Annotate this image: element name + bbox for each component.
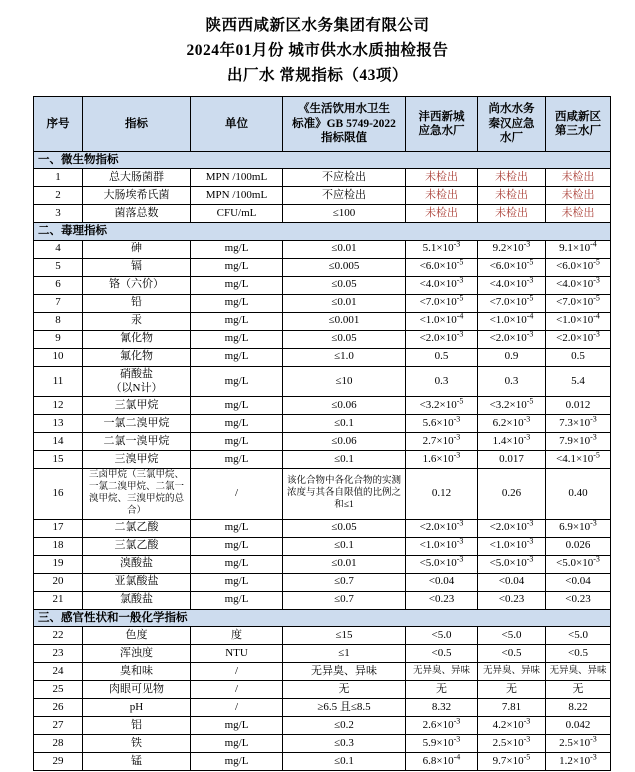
cell-unit: / bbox=[191, 699, 283, 717]
cell-unit: MPN /100mL bbox=[191, 187, 283, 205]
table-row bbox=[34, 258, 611, 276]
table-row bbox=[34, 537, 611, 555]
section-header: 二、毒理指标 bbox=[34, 223, 611, 240]
cell-value: $2.6\times 10^{-3}$ bbox=[406, 717, 478, 735]
table-row bbox=[34, 433, 611, 451]
table-row bbox=[34, 681, 611, 699]
cell-value: $<4.0\times 10^{-3}$ bbox=[546, 276, 611, 294]
section-header: 三、感官性状和一般化学指标 bbox=[34, 609, 611, 626]
cell-indicator: 三卤甲烷（三氯甲烷、一氯二溴甲烷、二氯一溴甲烷、三溴甲烷的总合） bbox=[83, 469, 191, 520]
cell-indicator: 铝 bbox=[83, 717, 191, 735]
cell-no: 14 bbox=[34, 433, 83, 451]
cell-value: 未检出 bbox=[406, 187, 478, 205]
cell-value: $4.2\times 10^{-3}$ bbox=[478, 717, 546, 735]
cell-value: $2.5\times 10^{-3}$ bbox=[546, 735, 611, 753]
table-row bbox=[34, 415, 611, 433]
cell-value: 未检出 bbox=[546, 187, 611, 205]
table-row bbox=[34, 330, 611, 348]
table-row bbox=[34, 663, 611, 681]
cell-value: $<6.0\times 10^{-5}$ bbox=[546, 258, 611, 276]
cell-limit: ≤0.01 bbox=[283, 294, 406, 312]
cell-value: <0.04 bbox=[406, 573, 478, 591]
cell-limit: ≤0.005 bbox=[283, 258, 406, 276]
cell-limit: ≤0.05 bbox=[283, 330, 406, 348]
cell-indicator: 氯酸盐 bbox=[83, 591, 191, 609]
cell-unit: / bbox=[191, 681, 283, 699]
cell-value: 0.012 bbox=[546, 397, 611, 415]
cell-value: 无异臭、异味 bbox=[406, 663, 478, 681]
cell-unit: mg/L bbox=[191, 240, 283, 258]
cell-no: 19 bbox=[34, 555, 83, 573]
cell-limit: ≤1 bbox=[283, 645, 406, 663]
section-header: 一、微生物指标 bbox=[34, 152, 611, 169]
cell-no: 1 bbox=[34, 169, 83, 187]
cell-limit: ≤10 bbox=[283, 366, 406, 397]
cell-indicator: 溴酸盐 bbox=[83, 555, 191, 573]
cell-no: 20 bbox=[34, 573, 83, 591]
cell-value: $<4.1\times 10^{-5}$ bbox=[546, 451, 611, 469]
report-title-block bbox=[0, 13, 635, 88]
cell-value: 0.017 bbox=[478, 451, 546, 469]
cell-unit: mg/L bbox=[191, 348, 283, 366]
cell-value: 0.5 bbox=[546, 348, 611, 366]
cell-value: $<2.0\times 10^{-3}$ bbox=[406, 519, 478, 537]
cell-value: 8.22 bbox=[546, 699, 611, 717]
cell-value: $2.5\times 10^{-3}$ bbox=[478, 735, 546, 753]
cell-value: $<5.0\times 10^{-3}$ bbox=[546, 555, 611, 573]
cell-value: $<1.0\times 10^{-4}$ bbox=[406, 312, 478, 330]
cell-limit: ≤1.0 bbox=[283, 348, 406, 366]
cell-no: 7 bbox=[34, 294, 83, 312]
cell-value: 无 bbox=[546, 681, 611, 699]
cell-unit: mg/L bbox=[191, 276, 283, 294]
cell-indicator: 浑浊度 bbox=[83, 645, 191, 663]
cell-no: 17 bbox=[34, 519, 83, 537]
report-subtitle: 出厂水 常规指标（43项） bbox=[227, 67, 408, 84]
table-row bbox=[34, 348, 611, 366]
table-row bbox=[34, 555, 611, 573]
cell-value: 未检出 bbox=[478, 169, 546, 187]
cell-value: $<4.0\times 10^{-3}$ bbox=[406, 276, 478, 294]
cell-no: 16 bbox=[34, 469, 83, 520]
cell-unit: mg/L bbox=[191, 591, 283, 609]
cell-value: $<5.0\times 10^{-3}$ bbox=[406, 555, 478, 573]
cell-unit: mg/L bbox=[191, 555, 283, 573]
table-row bbox=[34, 276, 611, 294]
cell-unit: mg/L bbox=[191, 537, 283, 555]
column-header: 沣西新城 应急水厂 bbox=[406, 97, 478, 152]
cell-value: $9.7\times 10^{-5}$ bbox=[478, 753, 546, 771]
cell-value: 无异臭、异味 bbox=[478, 663, 546, 681]
table-row bbox=[34, 169, 611, 187]
cell-value: <5.0 bbox=[478, 627, 546, 645]
cell-indicator: 砷 bbox=[83, 240, 191, 258]
cell-value: $<6.0\times 10^{-5}$ bbox=[478, 258, 546, 276]
cell-value: 0.9 bbox=[478, 348, 546, 366]
cell-no: 10 bbox=[34, 348, 83, 366]
cell-no: 5 bbox=[34, 258, 83, 276]
cell-indicator: 铬（六价） bbox=[83, 276, 191, 294]
cell-value: 未检出 bbox=[406, 205, 478, 223]
table-row bbox=[34, 573, 611, 591]
cell-unit: NTU bbox=[191, 645, 283, 663]
table-row bbox=[34, 312, 611, 330]
column-header: 指标 bbox=[83, 97, 191, 152]
cell-value: $5.6\times 10^{-3}$ bbox=[406, 415, 478, 433]
cell-value: $<1.0\times 10^{-4}$ bbox=[546, 312, 611, 330]
cell-value: $6.2\times 10^{-3}$ bbox=[478, 415, 546, 433]
cell-indicator: 臭和味 bbox=[83, 663, 191, 681]
table-row bbox=[34, 187, 611, 205]
cell-unit: mg/L bbox=[191, 735, 283, 753]
table-row bbox=[34, 735, 611, 753]
cell-indicator: 色度 bbox=[83, 627, 191, 645]
cell-no: 4 bbox=[34, 240, 83, 258]
cell-value: <0.23 bbox=[546, 591, 611, 609]
cell-value: <0.23 bbox=[478, 591, 546, 609]
section-row bbox=[34, 609, 611, 626]
cell-unit: mg/L bbox=[191, 519, 283, 537]
cell-value: 8.32 bbox=[406, 699, 478, 717]
cell-indicator: 三氯甲烷 bbox=[83, 397, 191, 415]
table-row bbox=[34, 205, 611, 223]
cell-value: $<4.0\times 10^{-3}$ bbox=[478, 276, 546, 294]
table-row bbox=[34, 294, 611, 312]
cell-value: $<7.0\times 10^{-5}$ bbox=[478, 294, 546, 312]
table-row bbox=[34, 397, 611, 415]
cell-limit: 不应检出 bbox=[283, 169, 406, 187]
cell-limit: ≤0.7 bbox=[283, 573, 406, 591]
cell-indicator: 三溴甲烷 bbox=[83, 451, 191, 469]
cell-no: 27 bbox=[34, 717, 83, 735]
water-quality-table bbox=[33, 96, 611, 771]
cell-limit: 无 bbox=[283, 681, 406, 699]
cell-no: 3 bbox=[34, 205, 83, 223]
cell-no: 21 bbox=[34, 591, 83, 609]
cell-no: 12 bbox=[34, 397, 83, 415]
cell-no: 8 bbox=[34, 312, 83, 330]
cell-unit: mg/L bbox=[191, 397, 283, 415]
cell-no: 23 bbox=[34, 645, 83, 663]
cell-value: $<7.0\times 10^{-5}$ bbox=[546, 294, 611, 312]
cell-unit: mg/L bbox=[191, 366, 283, 397]
cell-value: $<1.0\times 10^{-3}$ bbox=[478, 537, 546, 555]
cell-value: <0.23 bbox=[406, 591, 478, 609]
cell-value: 0.3 bbox=[478, 366, 546, 397]
column-header: 序号 bbox=[34, 97, 83, 152]
cell-unit: mg/L bbox=[191, 753, 283, 771]
cell-limit: ≤0.06 bbox=[283, 433, 406, 451]
cell-limit: ≤0.06 bbox=[283, 397, 406, 415]
cell-limit: 该化合物中各化合物的实测浓度与其各自限值的比例之和≤1 bbox=[283, 469, 406, 520]
cell-no: 2 bbox=[34, 187, 83, 205]
cell-no: 22 bbox=[34, 627, 83, 645]
cell-unit: 度 bbox=[191, 627, 283, 645]
cell-value: 无异臭、异味 bbox=[546, 663, 611, 681]
table-row bbox=[34, 519, 611, 537]
table-body bbox=[34, 152, 611, 771]
cell-value: 7.81 bbox=[478, 699, 546, 717]
cell-value: $2.7\times 10^{-3}$ bbox=[406, 433, 478, 451]
cell-indicator: 镉 bbox=[83, 258, 191, 276]
cell-limit: ≤0.01 bbox=[283, 240, 406, 258]
table-row bbox=[34, 645, 611, 663]
cell-indicator: 菌落总数 bbox=[83, 205, 191, 223]
cell-limit: ≤0.1 bbox=[283, 451, 406, 469]
cell-value: <0.5 bbox=[478, 645, 546, 663]
cell-value: 未检出 bbox=[546, 205, 611, 223]
table-row bbox=[34, 753, 611, 771]
cell-limit: ≤100 bbox=[283, 205, 406, 223]
company-title: 陕西西咸新区水务集团有限公司 bbox=[205, 17, 430, 34]
cell-limit: ≤0.1 bbox=[283, 415, 406, 433]
cell-limit: ≤0.001 bbox=[283, 312, 406, 330]
cell-unit: mg/L bbox=[191, 330, 283, 348]
cell-unit: mg/L bbox=[191, 258, 283, 276]
cell-value: $7.3\times 10^{-3}$ bbox=[546, 415, 611, 433]
cell-value: $<3.2\times 10^{-5}$ bbox=[478, 397, 546, 415]
cell-value: $<2.0\times 10^{-3}$ bbox=[546, 330, 611, 348]
cell-indicator: 硝酸盐 （以N计） bbox=[83, 366, 191, 397]
cell-value: 0.26 bbox=[478, 469, 546, 520]
cell-value: 0.5 bbox=[406, 348, 478, 366]
cell-indicator: 一氯二溴甲烷 bbox=[83, 415, 191, 433]
column-header: 单位 bbox=[191, 97, 283, 152]
cell-value: 0.042 bbox=[546, 717, 611, 735]
cell-value: $<1.0\times 10^{-3}$ bbox=[406, 537, 478, 555]
cell-unit: / bbox=[191, 663, 283, 681]
table-row bbox=[34, 469, 611, 520]
cell-indicator: 肉眼可见物 bbox=[83, 681, 191, 699]
cell-value: $9.2\times 10^{-3}$ bbox=[478, 240, 546, 258]
cell-value: 0.12 bbox=[406, 469, 478, 520]
cell-value: $<2.0\times 10^{-3}$ bbox=[406, 330, 478, 348]
column-header: 西咸新区 第三水厂 bbox=[546, 97, 611, 152]
cell-limit: ≤0.2 bbox=[283, 717, 406, 735]
cell-value: $1.6\times 10^{-3}$ bbox=[406, 451, 478, 469]
cell-indicator: 二氯乙酸 bbox=[83, 519, 191, 537]
cell-value: $<1.0\times 10^{-4}$ bbox=[478, 312, 546, 330]
cell-value: $<7.0\times 10^{-5}$ bbox=[406, 294, 478, 312]
cell-indicator: 大肠埃希氏菌 bbox=[83, 187, 191, 205]
cell-value: <0.5 bbox=[406, 645, 478, 663]
cell-no: 6 bbox=[34, 276, 83, 294]
cell-limit: ≤0.01 bbox=[283, 555, 406, 573]
cell-value: <0.5 bbox=[546, 645, 611, 663]
cell-indicator: pH bbox=[83, 699, 191, 717]
cell-value: 无 bbox=[478, 681, 546, 699]
cell-no: 15 bbox=[34, 451, 83, 469]
cell-value: 未检出 bbox=[478, 187, 546, 205]
cell-unit: mg/L bbox=[191, 717, 283, 735]
column-header: 《生活饮用水卫生 标准》GB 5749-2022 指标限值 bbox=[283, 97, 406, 152]
cell-no: 25 bbox=[34, 681, 83, 699]
column-header: 尚水水务 秦汉应急 水厂 bbox=[478, 97, 546, 152]
cell-limit: ≥6.5 且≤8.5 bbox=[283, 699, 406, 717]
cell-value: $6.8\times 10^{-4}$ bbox=[406, 753, 478, 771]
cell-limit: ≤0.05 bbox=[283, 519, 406, 537]
cell-value: $9.1\times 10^{-4}$ bbox=[546, 240, 611, 258]
cell-indicator: 铅 bbox=[83, 294, 191, 312]
cell-no: 29 bbox=[34, 753, 83, 771]
cell-indicator: 二氯一溴甲烷 bbox=[83, 433, 191, 451]
cell-no: 26 bbox=[34, 699, 83, 717]
cell-value: $6.9\times 10^{-3}$ bbox=[546, 519, 611, 537]
table-row bbox=[34, 591, 611, 609]
cell-value: $<5.0\times 10^{-3}$ bbox=[478, 555, 546, 573]
cell-value: $7.9\times 10^{-3}$ bbox=[546, 433, 611, 451]
cell-value: 未检出 bbox=[546, 169, 611, 187]
cell-value: $1.4\times 10^{-3}$ bbox=[478, 433, 546, 451]
cell-value: $5.9\times 10^{-3}$ bbox=[406, 735, 478, 753]
table-row bbox=[34, 366, 611, 397]
cell-value: 0.026 bbox=[546, 537, 611, 555]
cell-value: $5.1\times 10^{-3}$ bbox=[406, 240, 478, 258]
cell-indicator: 锰 bbox=[83, 753, 191, 771]
cell-value: $<3.2\times 10^{-5}$ bbox=[406, 397, 478, 415]
cell-value: 无 bbox=[406, 681, 478, 699]
table-row bbox=[34, 451, 611, 469]
cell-unit: mg/L bbox=[191, 451, 283, 469]
cell-unit: mg/L bbox=[191, 312, 283, 330]
cell-indicator: 氰化物 bbox=[83, 330, 191, 348]
table-row bbox=[34, 627, 611, 645]
section-row bbox=[34, 152, 611, 169]
cell-value: 0.40 bbox=[546, 469, 611, 520]
table-row bbox=[34, 240, 611, 258]
cell-no: 24 bbox=[34, 663, 83, 681]
cell-no: 18 bbox=[34, 537, 83, 555]
table-row bbox=[34, 717, 611, 735]
cell-no: 13 bbox=[34, 415, 83, 433]
cell-value: $<2.0\times 10^{-3}$ bbox=[478, 330, 546, 348]
cell-limit: 无异臭、异味 bbox=[283, 663, 406, 681]
cell-value: 5.4 bbox=[546, 366, 611, 397]
cell-no: 28 bbox=[34, 735, 83, 753]
report-title: 2024年01月份 城市供水水质抽检报告 bbox=[186, 42, 449, 59]
cell-unit: mg/L bbox=[191, 415, 283, 433]
cell-indicator: 汞 bbox=[83, 312, 191, 330]
cell-unit: mg/L bbox=[191, 433, 283, 451]
cell-no: 11 bbox=[34, 366, 83, 397]
table-row bbox=[34, 699, 611, 717]
cell-limit: ≤0.3 bbox=[283, 735, 406, 753]
cell-unit: CFU/mL bbox=[191, 205, 283, 223]
cell-value: $<2.0\times 10^{-3}$ bbox=[478, 519, 546, 537]
cell-value: <5.0 bbox=[406, 627, 478, 645]
cell-indicator: 氟化物 bbox=[83, 348, 191, 366]
cell-value: <5.0 bbox=[546, 627, 611, 645]
cell-indicator: 三氯乙酸 bbox=[83, 537, 191, 555]
cell-unit: / bbox=[191, 469, 283, 520]
cell-indicator: 亚氯酸盐 bbox=[83, 573, 191, 591]
cell-limit: ≤0.1 bbox=[283, 753, 406, 771]
cell-limit: ≤15 bbox=[283, 627, 406, 645]
header-row bbox=[34, 97, 611, 152]
cell-value: $1.2\times 10^{-3}$ bbox=[546, 753, 611, 771]
cell-unit: MPN /100mL bbox=[191, 169, 283, 187]
cell-no: 9 bbox=[34, 330, 83, 348]
cell-value: 0.3 bbox=[406, 366, 478, 397]
cell-value: 未检出 bbox=[478, 205, 546, 223]
cell-indicator: 总大肠菌群 bbox=[83, 169, 191, 187]
cell-unit: mg/L bbox=[191, 294, 283, 312]
cell-value: <0.04 bbox=[546, 573, 611, 591]
cell-limit: ≤0.1 bbox=[283, 537, 406, 555]
cell-value: <0.04 bbox=[478, 573, 546, 591]
cell-indicator: 铁 bbox=[83, 735, 191, 753]
cell-limit: ≤0.05 bbox=[283, 276, 406, 294]
cell-limit: ≤0.7 bbox=[283, 591, 406, 609]
cell-limit: 不应检出 bbox=[283, 187, 406, 205]
cell-unit: mg/L bbox=[191, 573, 283, 591]
section-row bbox=[34, 223, 611, 240]
cell-value: 未检出 bbox=[406, 169, 478, 187]
cell-value: $<6.0\times 10^{-5}$ bbox=[406, 258, 478, 276]
